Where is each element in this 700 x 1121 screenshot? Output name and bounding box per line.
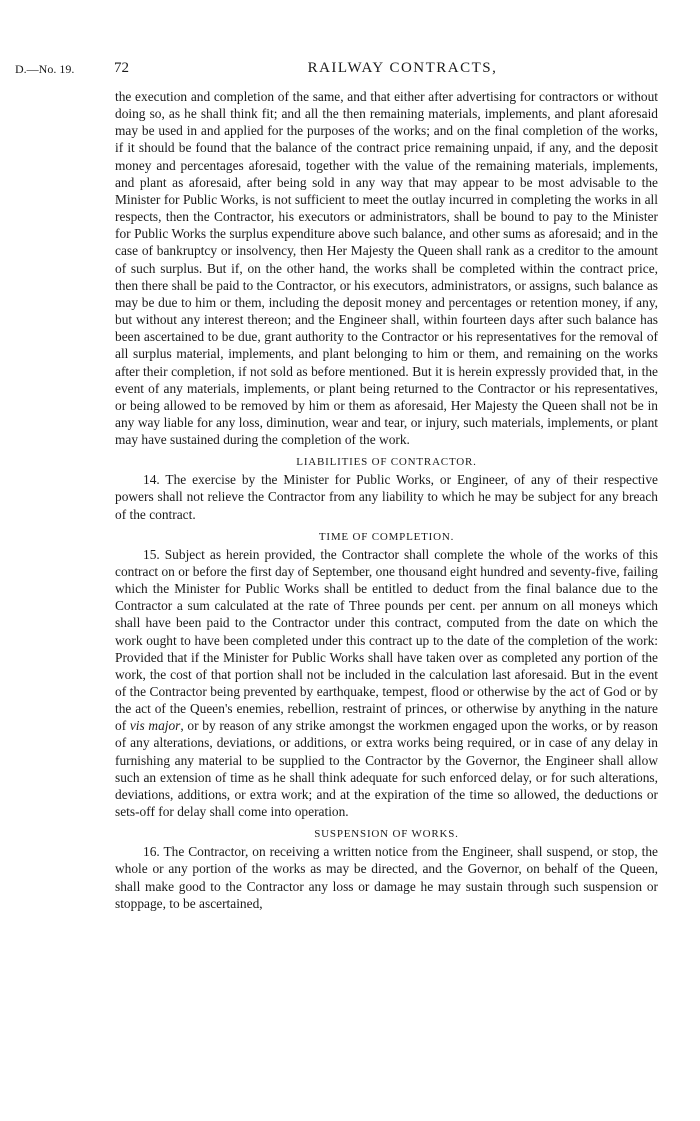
section-heading-suspension: SUSPENSION OF WORKS.	[314, 828, 459, 841]
section-heading-time-of-completion: TIME OF COMPLETION.	[318, 530, 455, 543]
continuation-paragraph: the execution and completion of the same, and that either after advertising for contractors or without doing so, as he shall think fit; and all the then remaining materials, implements, and plant aforesaid may be used in and applied for the purposes of the works; and on the final completion of the works, if it should be found that the balance of the contract price remaining unpaid, if any, and the deposit money and percentages aforesaid, together with the value of the remaining materials, implements, and plant as aforesaid, after being sold in any way that may appear to be most advisable to the Minister for Public Works, is not sufficient to meet the outlay incurred in completing the works in all respects, then the Contractor, his executors or administrators, shall be bound to pay to the Minister for Public Works the surplus expenditure above such balance, and other sums as aforesaid; and in the case of bankruptcy or insolvency, then Her Majesty the Queen shall rank as a creditor to the amount of such surplus. But if, on the other hand, the works shall be completed within the contract price, then there shall be paid to the Contractor, or his executors, administrators, or assigns, such balance as may be due to him or them, including the deposit money and percentages or retention money, if any, but without any interest thereon; and the Engineer shall, within fourteen days after such balance has been ascertained to be due, grant authority to the Contractor or his representatives for the removal of all surplus material, implements, and plant belonging to him or them, and remaining on the works after their completion, if not sold as before mentioned. But it is herein expressly provided that, in the event of any materials, implements, or plant being returned to the Contractor or his representatives, or being allowed to be removed by him or them as aforesaid, Her Majesty the Queen shall not be in any way liable for any loss, diminution, wear and tear, or injury, such materials, implements, or plant may have sustained during the completion of the work.	[115, 89, 658, 448]
clause-number: 14.	[143, 472, 160, 488]
section-heading-liabilities: LIABILITIES OF CONTRACTOR.	[296, 456, 477, 469]
clause-16	[115, 843, 658, 912]
document-reference: D.—No. 19.	[15, 62, 75, 76]
clause-text: , or by reason of any strike amongst the workmen engaged upon the works, or by reason of any alterations, deviations, or additions, or extra works being required, or in case of any delay in furnishing any material to be supplied to the Contractor by the Governor, the Engineer shall allow such an extension of time as he shall think adequate for such enforced delay, or for such alterations, deviations, additions, or extra work; and at the expiration of the time so allowed, the deductions or sets-off for delay shall come into operation.	[115, 718, 659, 820]
clause-14	[115, 471, 658, 522]
document-body	[115, 88, 658, 912]
clause-number: 16.	[143, 844, 160, 860]
page-number: 72	[114, 60, 129, 76]
running-title: RAILWAY CONTRACTS,	[307, 60, 498, 76]
clause-15	[115, 546, 658, 821]
clause-text: The exercise by the Minister for Public Works, or Engineer, of any of their respective powers shall not relieve the Contractor from any liability to which he may be subject for any breach of the contract.	[115, 472, 658, 522]
page-header	[0, 60, 700, 80]
clause-text-italic: vis major	[129, 718, 181, 734]
clause-text: Subject as herein provided, the Contractor shall complete the whole of the works of this contract on or before the first day of September, one thousand eight hundred and seventy-five, failing which the Minister for Public Works shall be entitled to deduct from the final balance due to the Contractor a sum calculated at the rate of Three pounds per cent. per annum on all moneys which shall have been paid to the Contractor under this contract, computed from the date on which the work ought to have been completed under this contract up to the date of the completion of the work: Provided that if the Minister for Public Works shall have taken over as completed any portion of the work, the cost of that portion shall not be included in the calculation last aforesaid. But in the event of the Contractor being prevented by earthquake, tempest, flood or otherwise by the act of God or by the act of the Queen's enemies, rebellion, restraint of princes, or otherwise by anything in the nature of	[115, 546, 658, 734]
clause-number: 15.	[143, 546, 160, 562]
clause-text: The Contractor, on receiving a written notice from the Engineer, shall suspend, or stop, the whole or any portion of the works as may be directed, and the Governor, on behalf of the Queen, shall make good to the Contractor any loss or damage he may sustain through such suspension or stoppage, to be ascertained,	[115, 844, 658, 911]
